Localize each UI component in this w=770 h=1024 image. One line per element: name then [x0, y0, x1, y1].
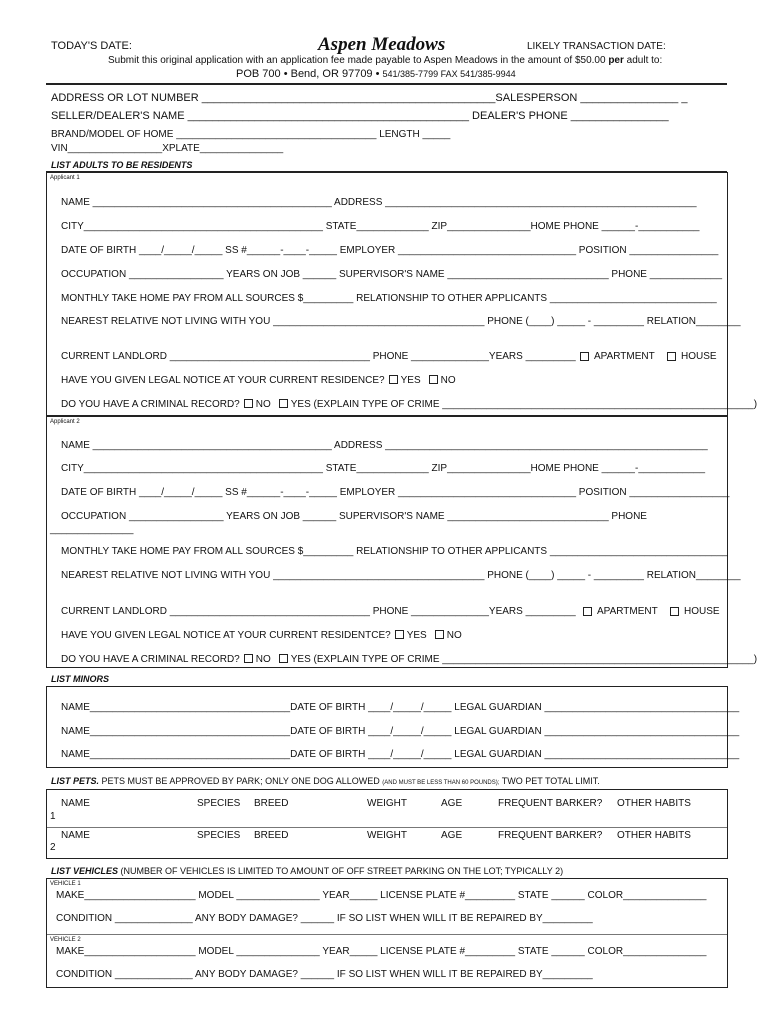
vehicle-1-make-field[interactable]: MAKE____________________ MODEL _______________ YEAR_____ LICENSE PLATE #_________ STATE ______ COLOR_______________ [56, 890, 707, 901]
applicant-2-city-field[interactable]: CITY___________________________________________ STATE_____________ ZIP_______________HOME PHONE ______-____________ [61, 463, 706, 474]
applicant-2-notice-yes-label: YES [406, 630, 427, 641]
pet-1-habits-header: OTHER HABITS [617, 798, 691, 809]
applicant-1-dob-field[interactable]: DATE OF BIRTH ____/_____/_____ SS #______-____-_____ EMPLOYER ________________________________ POSITION ________________ [61, 245, 719, 256]
applicant-1-criminal-yes-label: YES [290, 399, 311, 410]
pet-1-breed-header: BREED [254, 798, 289, 809]
applicant-1-criminal-explain-field[interactable]: (EXPLAIN TYPE OF CRIME ________________________________________________________) [313, 399, 758, 410]
mailing-address [236, 68, 516, 80]
applicant-2-notice-yes-checkbox[interactable] [395, 630, 404, 639]
header-divider [46, 83, 727, 85]
applicant-2-criminal-explain-field[interactable]: (EXPLAIN TYPE OF CRIME ________________________________________________________) [313, 654, 758, 665]
applicant-2-notice-question: HAVE YOU GIVEN LEGAL NOTICE AT YOUR CURRENT RESIDENTCE? [61, 630, 391, 641]
applicant-2-apartment-label: APARTMENT [597, 606, 658, 617]
applicant-1-notice-no-checkbox[interactable] [429, 375, 438, 384]
minors-box [46, 686, 740, 768]
applicant-2-criminal-yes-checkbox[interactable] [279, 654, 288, 663]
applicant-1-criminal-row [61, 399, 757, 410]
applicant-2-criminal-yes-label: YES [290, 654, 311, 665]
applicant-1-label: Applicant 1 [50, 175, 80, 181]
applicant-2-dob-field[interactable]: DATE OF BIRTH ____/_____/_____ SS #______-____-_____ EMPLOYER ________________________________ POSITION __________________ [61, 487, 730, 498]
todays-date-label: TODAY'S DATE: [51, 40, 132, 52]
vehicles-row-divider [47, 934, 727, 935]
park-name-title: Aspen Meadows [318, 34, 446, 55]
minor-row-2[interactable]: NAME____________________________________DATE OF BIRTH ____/_____/_____ LEGAL GUARDIAN ___________________________________ [61, 726, 740, 737]
applicant-2-pay-field[interactable]: MONTHLY TAKE HOME PAY FROM ALL SOURCES $_________ RELATIONSHIP TO OTHER APPLICANTS ________________________________ [61, 546, 728, 557]
pet-2-weight-header: WEIGHT [367, 830, 407, 841]
applicant-2-criminal-row [61, 654, 757, 665]
applicant-2-house-checkbox[interactable] [670, 607, 679, 616]
applicant-2-notice-no-label: NO [446, 630, 462, 641]
applicant-1-apartment-label: APARTMENT [594, 351, 655, 362]
pets-table [46, 789, 728, 859]
pets-rule-small: (AND MUST BE LESS THAN 60 POUNDS); [382, 780, 500, 786]
minor-row-3[interactable]: NAME____________________________________DATE OF BIRTH ____/_____/_____ LEGAL GUARDIAN ___________________________________ [61, 749, 740, 760]
submit-instructions-end: adult to: [626, 55, 663, 66]
pet-2-species-header: SPECIES [197, 830, 241, 841]
pet-2-habits-header: OTHER HABITS [617, 830, 691, 841]
applicant-1-criminal-question: DO YOU HAVE A CRIMINAL RECORD? [61, 399, 240, 410]
vehicles-box [46, 878, 728, 988]
mailing-address-main: POB 700 • Bend, OR 97709 • [236, 68, 380, 80]
applicant-1-notice-question: HAVE YOU GIVEN LEGAL NOTICE AT YOUR CURRENT RESIDENCE? [61, 375, 385, 386]
adults-section-heading: LIST ADULTS TO BE RESIDENTS [51, 160, 193, 170]
applicant-1-landlord-field[interactable]: CURRENT LANDLORD ____________________________________ PHONE ______________YEARS _________ [61, 351, 576, 362]
applicant-1-apartment-checkbox[interactable] [580, 352, 589, 361]
applicant-2-notice-no-checkbox[interactable] [435, 630, 444, 639]
applicant-1-criminal-no-checkbox[interactable] [244, 399, 253, 408]
pet-1-barker-header: FREQUENT BARKER? [498, 798, 603, 809]
minor-row-1[interactable]: NAME____________________________________DATE OF BIRTH ____/_____/_____ LEGAL GUARDIAN ___________________________________ [61, 702, 740, 713]
applicant-2-occupation-continued[interactable]: _______________ [50, 524, 134, 535]
applicant-2-criminal-no-label: NO [255, 654, 271, 665]
applicant-2-criminal-question: DO YOU HAVE A CRIMINAL RECORD? [61, 654, 240, 665]
applicant-1-house-checkbox[interactable] [667, 352, 676, 361]
likely-transaction-date-label: LIKELY TRANSACTION DATE: [527, 41, 666, 52]
pet-1-name-header: NAME [61, 798, 90, 809]
pet-1-weight-header: WEIGHT [367, 798, 407, 809]
address-lot-field[interactable]: ADDRESS OR LOT NUMBER ________________________________________________SALESPERSON ________________ _ [51, 92, 688, 104]
applicant-2-landlord-field[interactable]: CURRENT LANDLORD ____________________________________ PHONE ______________YEARS _________ [61, 606, 576, 617]
vehicle-2-make-field[interactable]: MAKE____________________ MODEL _______________ YEAR_____ LICENSE PLATE #_________ STATE ______ COLOR_______________ [56, 946, 707, 957]
applicant-1-name-field[interactable]: NAME ___________________________________________ ADDRESS ________________________________________________________ [61, 197, 697, 208]
pet-row-2-number[interactable]: 2 [50, 842, 56, 853]
pet-2-name-header: NAME [61, 830, 90, 841]
applicant-1-occupation-field[interactable]: OCCUPATION _________________ YEARS ON JOB ______ SUPERVISOR'S NAME _____________________________ PHONE _____________ [61, 269, 723, 280]
applicant-2-relative-field[interactable]: NEAREST RELATIVE NOT LIVING WITH YOU ______________________________________ PHONE (____) _____ - _________ RELATION________ [61, 570, 741, 581]
pets-section-heading-row [51, 776, 600, 786]
submit-instructions [108, 55, 662, 66]
applicant-1-criminal-no-label: NO [255, 399, 271, 410]
pets-rule-end: TWO PET TOTAL LIMIT. [501, 776, 600, 786]
pet-row-1-number[interactable]: 1 [50, 811, 56, 822]
applicant-2-criminal-no-checkbox[interactable] [244, 654, 253, 663]
pet-1-species-header: SPECIES [197, 798, 241, 809]
submit-instructions-bold: per [608, 55, 624, 66]
applicant-1-notice-no-label: NO [440, 375, 456, 386]
applicant-1-relative-field[interactable]: NEAREST RELATIVE NOT LIVING WITH YOU ______________________________________ PHONE (____) _____ - _________ RELATION________ [61, 316, 741, 327]
vehicle-2-condition-field[interactable]: CONDITION ______________ ANY BODY DAMAGE? ______ IF SO LIST WHEN WILL IT BE REPAIRED BY_________ [56, 969, 593, 980]
brand-model-field[interactable]: BRAND/MODEL OF HOME ____________________________________ LENGTH _____ [51, 129, 451, 140]
applicant-1-box [46, 172, 758, 416]
minors-section-heading: LIST MINORS [51, 674, 109, 684]
pet-2-breed-header: BREED [254, 830, 289, 841]
applicant-1-criminal-yes-checkbox[interactable] [279, 399, 288, 408]
applicant-1-notice-row [61, 375, 456, 386]
applicant-2-occupation-field[interactable]: OCCUPATION _________________ YEARS ON JOB ______ SUPERVISOR'S NAME _____________________________ PHONE [61, 511, 647, 522]
vin-xplate-field[interactable]: VIN_________________XPLATE_______________ [51, 143, 284, 154]
applicant-1-notice-yes-label: YES [400, 375, 421, 386]
applicant-2-apartment-checkbox[interactable] [583, 607, 592, 616]
pets-rule-main: PETS MUST BE APPROVED BY PARK; ONLY ONE DOG ALLOWED [101, 776, 380, 786]
applicant-2-label: Applicant 2 [50, 419, 80, 425]
applicant-2-name-field[interactable]: NAME ___________________________________________ ADDRESS __________________________________________________________ [61, 440, 708, 451]
vehicles-section-heading-row [51, 866, 563, 876]
applicant-1-city-field[interactable]: CITY___________________________________________ STATE_____________ ZIP_______________HOME PHONE ______-___________ [61, 221, 700, 232]
vehicles-note: (NUMBER OF VEHICLES IS LIMITED TO AMOUNT OF OFF STREET PARKING ON THE LOT; TYPICALLY 2) [120, 866, 564, 876]
mailing-address-phone: 541/385-7799 FAX 541/385-9944 [382, 69, 516, 79]
pet-2-barker-header: FREQUENT BARKER? [498, 830, 603, 841]
pets-section-heading: LIST PETS. [51, 776, 100, 786]
applicant-1-pay-field[interactable]: MONTHLY TAKE HOME PAY FROM ALL SOURCES $_________ RELATIONSHIP TO OTHER APPLICANTS ______________________________ [61, 293, 717, 304]
pet-1-age-header: AGE [441, 798, 463, 809]
applicant-2-box [46, 416, 758, 668]
applicant-2-house-label: HOUSE [684, 606, 720, 617]
pets-row-divider [47, 827, 727, 828]
seller-dealer-field[interactable]: SELLER/DEALER'S NAME ______________________________________________ DEALER'S PHONE ________________ [51, 110, 669, 122]
applicant-1-house-label: HOUSE [681, 351, 717, 362]
vehicle-2-label: VEHICLE 2 [50, 937, 81, 943]
applicant-2-notice-row [61, 630, 462, 641]
vehicle-1-condition-field[interactable]: CONDITION ______________ ANY BODY DAMAGE? ______ IF SO LIST WHEN WILL IT BE REPAIRED BY_________ [56, 913, 593, 924]
vehicles-section-heading: LIST VEHICLES [51, 866, 119, 876]
submit-instructions-text: Submit this original application with an application fee made payable to Aspen Meadows in the amount of $50.00 [108, 55, 606, 66]
pet-2-age-header: AGE [441, 830, 463, 841]
vehicle-1-label: VEHICLE 1 [50, 881, 81, 887]
applicant-1-notice-yes-checkbox[interactable] [389, 375, 398, 384]
